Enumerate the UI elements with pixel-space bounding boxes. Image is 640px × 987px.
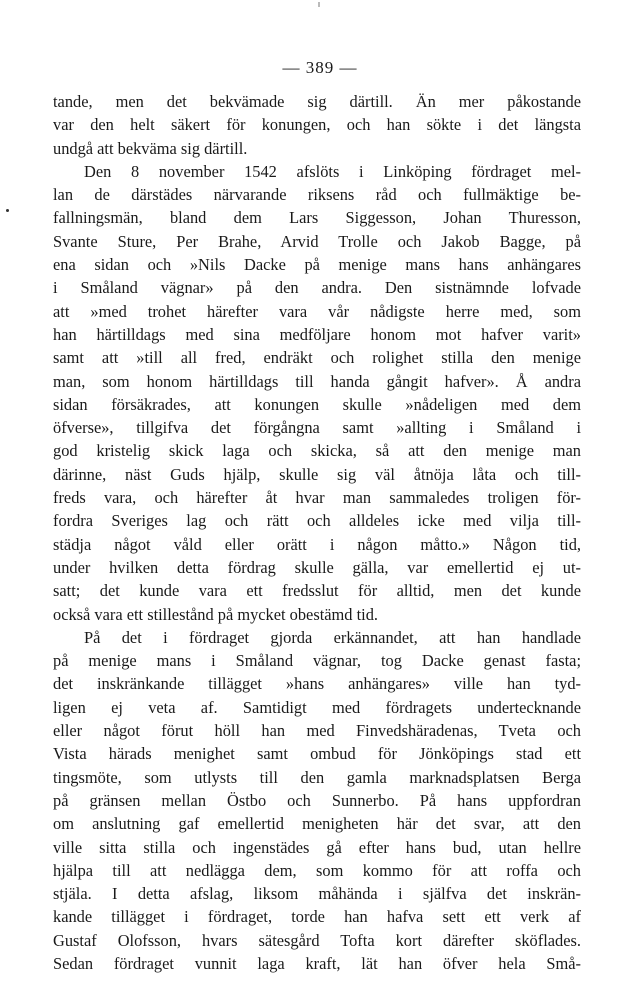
- body-text: [53, 90, 581, 975]
- text-line: tingsmöte, som utlysts till den gamla marknadsplatsen Berga: [53, 767, 581, 787]
- text-line: under hvilken detta fördrag skulle gälla, var emellertid ej ut-: [53, 557, 581, 577]
- text-line: på gränsen mellan Östbo och Sunnerbo. På hans uppfordran: [53, 790, 581, 810]
- text-line: att »med trohet härefter vara vår nådigste herre med, som: [53, 301, 581, 321]
- text-line: lan de därstädes närvarande riksens råd och fullmäktige be-: [53, 185, 581, 205]
- text-line: Sedan fördraget vunnit laga kraft, lät han öfver hela Små-: [53, 953, 581, 973]
- text-line: Svante Sture, Per Brahe, Arvid Trolle och Jakob Bagge, på: [53, 231, 581, 251]
- text-line: fallningsmän, bland dem Lars Siggesson, Johan Thuresson,: [53, 208, 581, 228]
- text-line: sidan försäkrades, att konungen skulle »nådeligen med dem: [53, 394, 581, 414]
- page-number: — 389 —: [282, 58, 358, 77]
- text-line: i Småland vägnar» på den andra. Den sistnämnde lofvade: [53, 278, 581, 298]
- text-line: Gustaf Olofsson, hvars sätesgård Tofta kort därefter sköflades.: [53, 930, 581, 950]
- text-line: På det i fördraget gjorda erkännandet, att han handlade: [84, 627, 581, 647]
- text-line: om anslutning gaf emellertid menigheten här det svar, att den: [53, 814, 581, 834]
- text-line: ville sitta stilla och ingenstädes gå efter hans bud, utan hellre: [53, 837, 581, 857]
- text-line: därinne, näst Guds hjälp, skulle sig väl åtnöja låta och till-: [53, 464, 581, 484]
- text-line: Vista härads menighet samt ombud för Jönköpings stad ett: [53, 744, 581, 764]
- text-line: var den helt säkert för konungen, och han sökte i det längsta: [53, 115, 581, 135]
- text-line: stjäla. I detta afslag, liksom måhända i själfva det inskrän-: [53, 884, 581, 904]
- text-line: eller något förut höll han med Finvedshäradenas, Tveta och: [53, 721, 581, 741]
- text-line: tande, men det bekvämade sig därtill. Än mer påkostande: [53, 92, 581, 111]
- text-line: undgå att bekväma sig därtill.: [53, 138, 248, 158]
- text-line: det inskränkande tillägget »hans anhängares» ville han tyd-: [53, 674, 581, 694]
- text-line: ligen ej veta af. Samtidigt med fördragets undertecknande: [53, 697, 581, 717]
- text-line: man, som honom härtilldags till handa gångit hafver». Å andra: [53, 371, 581, 391]
- text-line: freds vara, och härefter åt hvar man sammaledes troligen för-: [53, 488, 581, 508]
- text-line: satt; det kunde vara ett fredsslut för alltid, men det kunde: [53, 581, 581, 601]
- text-line: hjälpa till att nedlägga dem, som kommo för att roffa och: [53, 860, 581, 880]
- text-line: öfverse», tillgifva det förgångna samt »allting i Småland i: [53, 418, 581, 438]
- text-line: ena sidan och »Nils Dacke på menige mans hans anhängares: [53, 255, 581, 275]
- scan-mark: [318, 2, 320, 7]
- margin-dot: [6, 209, 9, 212]
- text-line: samt att »till all fred, endräkt och rolighet stilla den menige: [53, 348, 581, 368]
- text-line: Den 8 november 1542 afslöts i Linköping fördraget mel-: [84, 161, 581, 181]
- text-line: fordra Sveriges lag och rätt och alldeles icke med vilja till-: [53, 511, 581, 531]
- text-line: städja något våld eller orätt i någon måtto.» Någon tid,: [53, 534, 581, 554]
- text-line: han härtilldags med sina medföljare honom mot hafver varit»: [53, 324, 581, 344]
- text-line: god kristelig skick laga och skicka, så att den menige man: [53, 441, 581, 461]
- text-line: kande tillägget i fördraget, torde han hafva sett ett verk af: [53, 907, 581, 927]
- text-line: på menige mans i Småland vägnar, tog Dacke genast fasta;: [53, 651, 581, 671]
- text-line: också vara ett stillestånd på mycket obestämd tid.: [53, 604, 378, 624]
